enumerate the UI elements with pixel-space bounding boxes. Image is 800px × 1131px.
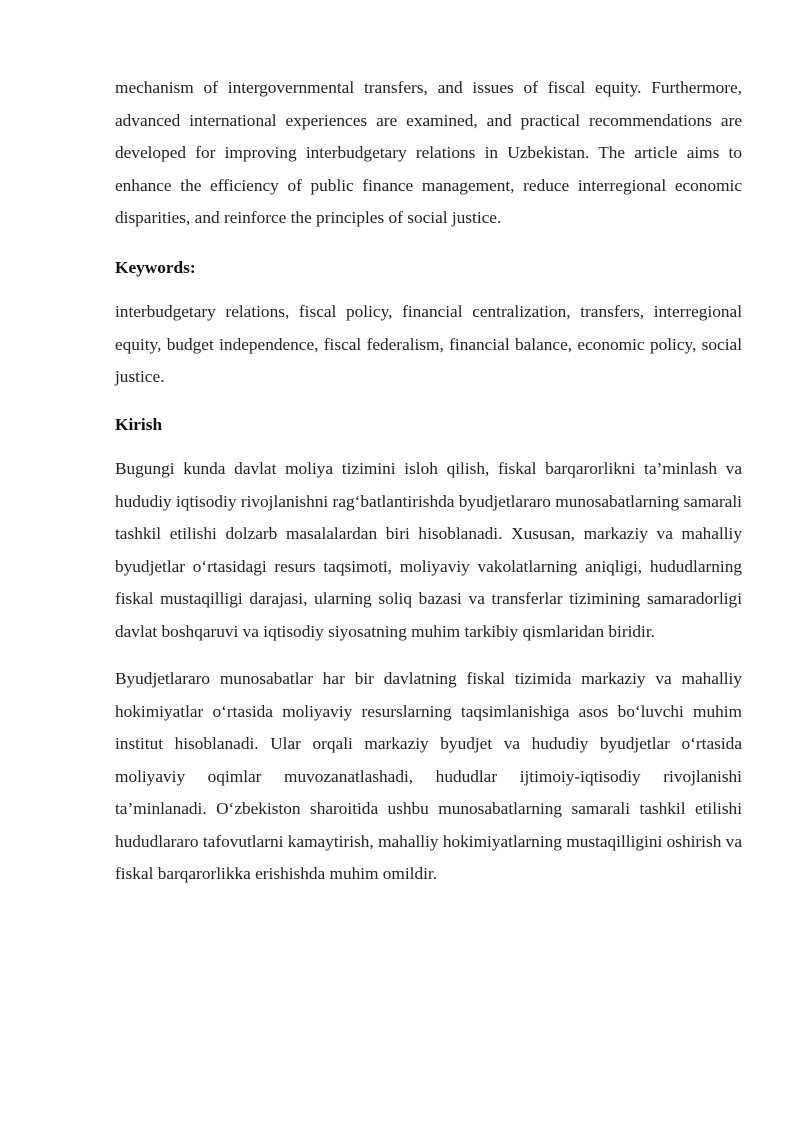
intro-paragraph-1: Bugungi kunda davlat moliya tizimini isloh qilish, fiskal barqarorlikni ta’minlash va hududiy iqtisodiy rivojlanishni rag‘batlantirishda byudjetlararo munosabatlarning samarali tashkil etilishi dolzarb masalalardan biri hisoblanadi. Xususan, markaziy va mahalliy byudjetlar o‘rtasidagi resurs taqsimoti, moliyaviy vakolatlarning aniqligi, hududlarning fiskal mustaqilligi darajasi, ularning soliq bazasi va transferlar tizimining samaradorligi davlat boshqaruvi va iqtisodiy siyosatning muhim tarkibiy qismlaridan biridir. [115, 459, 742, 641]
intro-paragraph-2: Byudjetlararo munosabatlar har bir davlatning fiskal tizimida markaziy va mahalliy hokimiyatlar o‘rtasida moliyaviy resurslarning taqsimlanishiga asos bo‘luvchi muhim institut hisoblanadi. Ular orqali markaziy byudjet va hududiy byudjetlar o‘rtasida moliyaviy oqimlar muvozanatlashadi, hududlar ijtimoiy-iqtisodiy rivojlanishi ta’minlanadi. O‘zbekiston sharoitida ushbu munosabatlarning samarali tashkil etilishi hududlararo tafovutlarni kamaytirish, mahalliy hokimiyatlarning mustaqilligini oshirish va fiskal barqarorlikka erishishda muhim omildir. [115, 669, 742, 883]
document-body [115, 72, 742, 891]
keywords-text: interbudgetary relations, fiscal policy, financial centralization, transfers, interregional equity, budget independence, fiscal federalism, financial balance, economic policy, social justice. [115, 302, 742, 386]
abstract-paragraph: mechanism of intergovernmental transfers, and issues of fiscal equity. Furthermore, advanced international experiences are examined, and practical recommendations are developed for improving interbudgetary relations in Uzbekistan. The article aims to enhance the efficiency of public finance management, reduce interregional economic disparities, and reinforce the principles of social justice. [115, 78, 742, 227]
section-heading-kirish: Kirish [115, 414, 163, 434]
keywords-heading: Keywords: [115, 257, 196, 277]
